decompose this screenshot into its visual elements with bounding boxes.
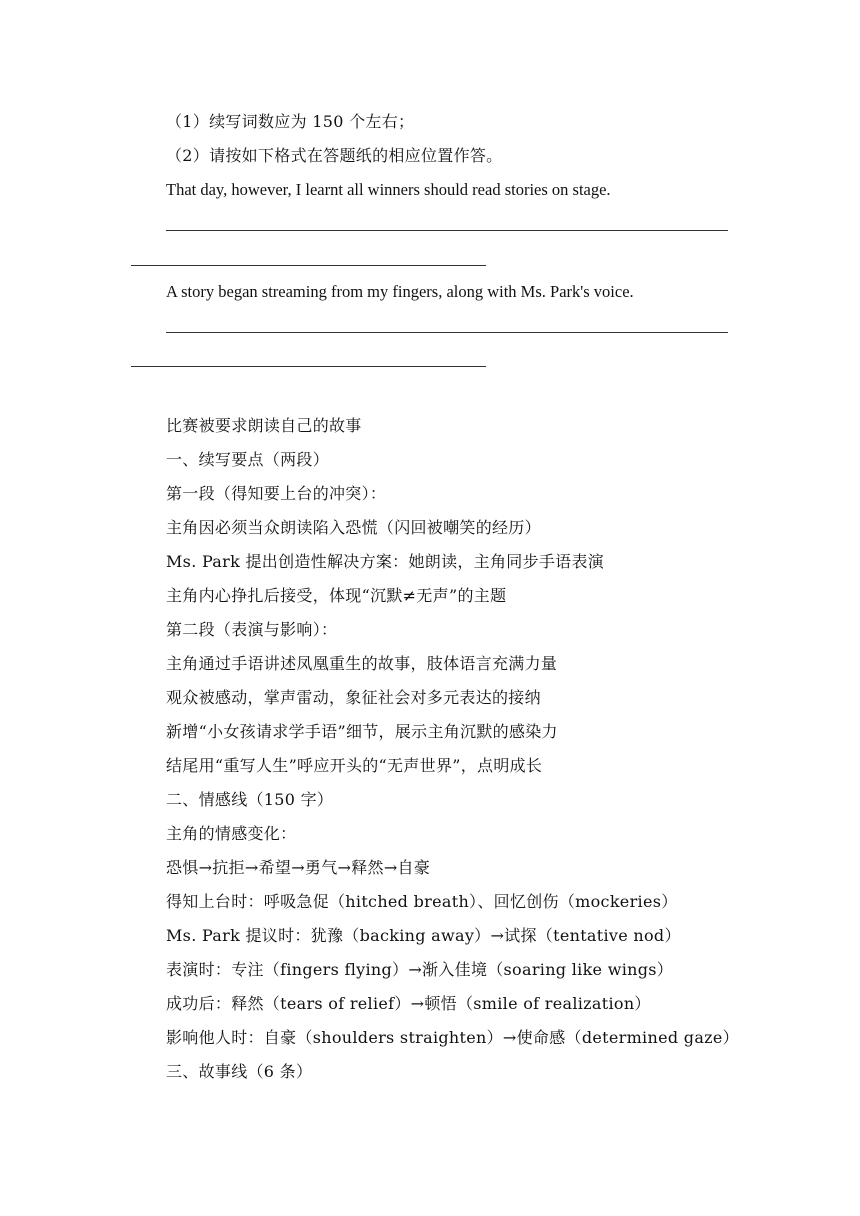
paragraph-two-heading: 第二段（表演与影响）： — [166, 620, 338, 639]
section-heading-storyline: 三、故事线（6 条） — [166, 1062, 313, 1081]
note-line: 主角因必须当众朗读陷入恐慌（闪回被嘲笑的经历） — [166, 518, 541, 537]
note-line: 结尾用“重写人生”呼应开头的“无声世界”，点明成长 — [166, 756, 543, 775]
note-line: 成功后：释然（tears of relief）→顿悟（smile of realization） — [166, 994, 651, 1013]
paragraph-two-start: A story began streaming from my fingers, along with Ms. Park's voice. — [166, 282, 634, 301]
section-heading-emotion: 二、情感线（150 字） — [166, 790, 334, 809]
paragraph-one-heading: 第一段（得知要上台的冲突）： — [166, 484, 387, 503]
note-line: 得知上台时：呼吸急促（hitched breath）、回忆创伤（mockeries） — [166, 892, 678, 911]
notes-heading: 比赛被要求朗读自己的故事 — [166, 416, 362, 435]
answer-line — [131, 366, 486, 367]
note-line: Ms. Park 提出创造性解决方案：她朗读，主角同步手语表演 — [166, 552, 605, 571]
note-line: 主角通过手语讲述凤凰重生的故事，肢体语言充满力量 — [166, 654, 558, 673]
note-line: 主角内心挣扎后接受，体现“沉默≠无声”的主题 — [166, 586, 507, 605]
note-line: 表演时：专注（fingers flying）→渐入佳境（soaring like wings） — [166, 960, 674, 979]
instruction-word-count: （1）续写词数应为 150 个左右； — [166, 112, 415, 131]
answer-line — [166, 332, 728, 333]
note-line: 影响他人时：自豪（shoulders straighten）→使命感（determined gaze） — [166, 1028, 739, 1047]
emotion-sequence: 恐惧→抗拒→希望→勇气→释然→自豪 — [166, 858, 431, 877]
note-line: 新增“小女孩请求学手语”细节，展示主角沉默的感染力 — [166, 722, 558, 741]
answer-line — [131, 265, 486, 266]
answer-line — [166, 230, 728, 231]
note-line: 观众被感动，掌声雷动，象征社会对多元表达的接纳 — [166, 688, 541, 707]
note-line: 主角的情感变化： — [166, 824, 297, 843]
note-line: Ms. Park 提议时：犹豫（backing away）→试探（tentative nod） — [166, 926, 681, 945]
instruction-format: （2）请按如下格式在答题纸的相应位置作答。 — [166, 146, 503, 165]
paragraph-one-start: That day, however, I learnt all winners should read stories on stage. — [166, 180, 611, 199]
section-heading-key-points: 一、续写要点（两段） — [166, 450, 330, 469]
